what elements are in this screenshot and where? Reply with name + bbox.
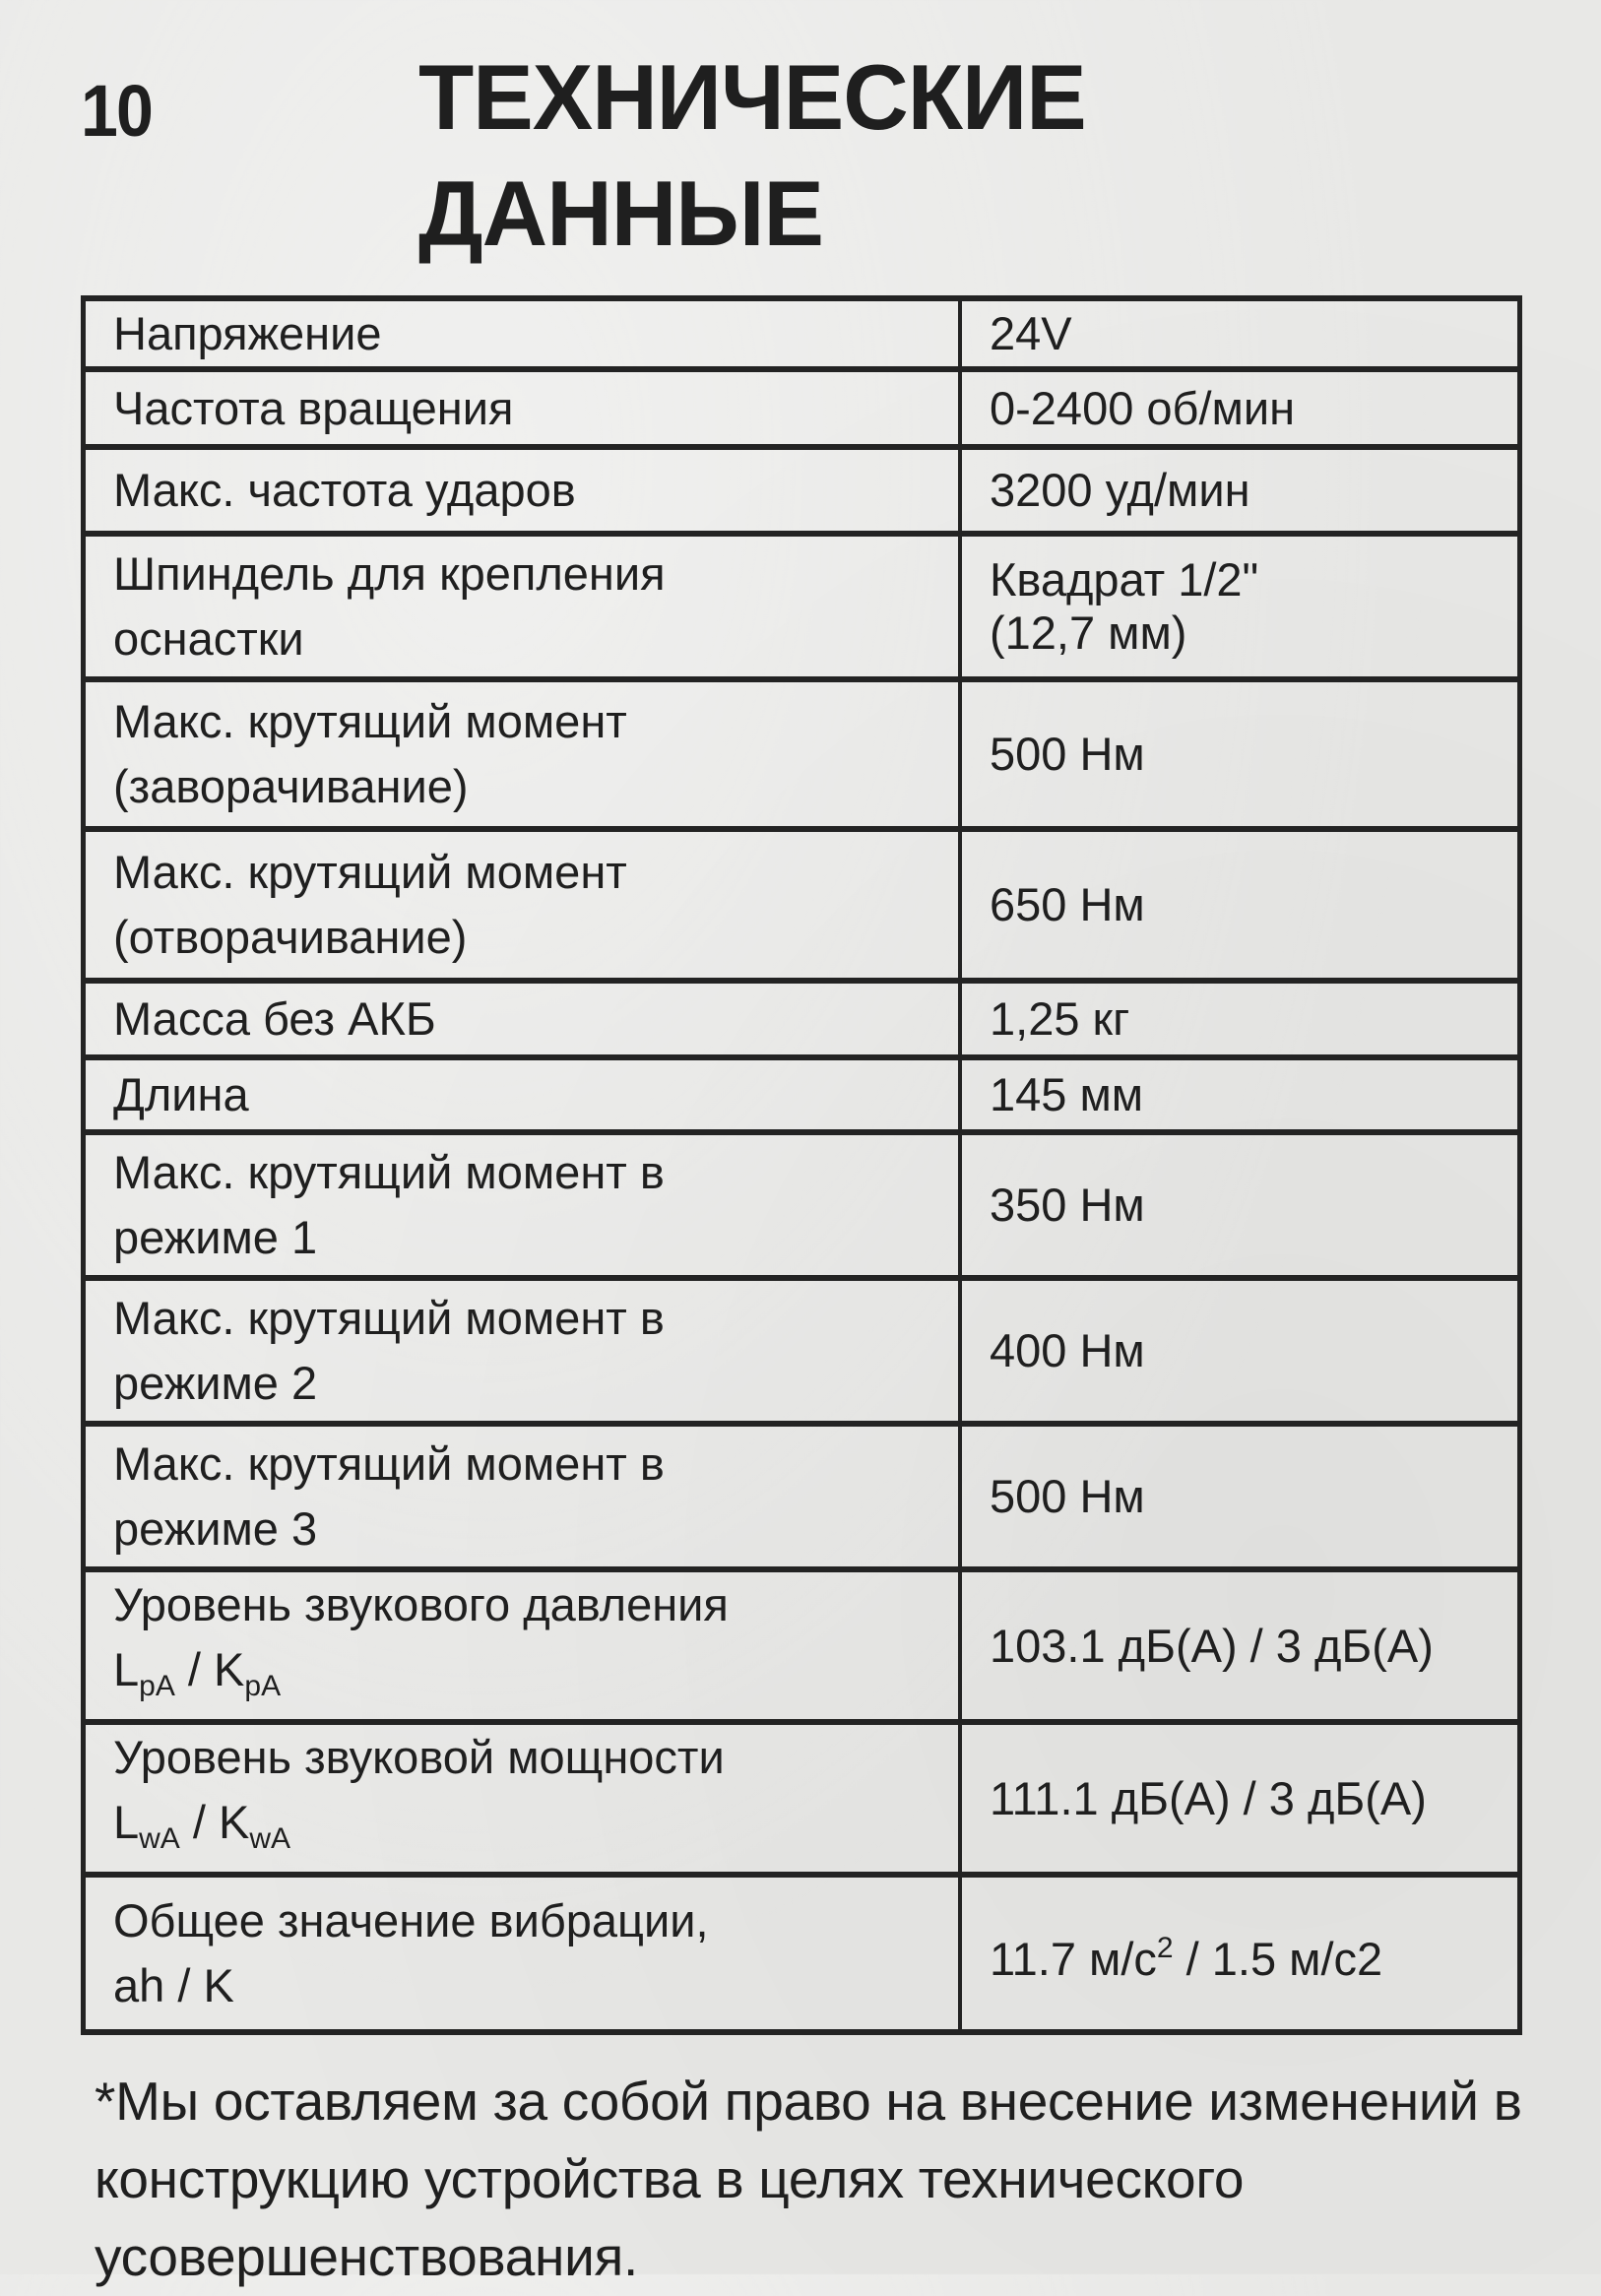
parameter-line-2: (заворачивание) [113, 760, 469, 812]
table-cell-parameter [84, 1424, 961, 1569]
table-cell-parameter [84, 1722, 961, 1875]
section-number: 10 [81, 70, 153, 152]
parameter-line-2: режиме 3 [113, 1502, 318, 1555]
value-main: 11.7 м/с [990, 1932, 1157, 1985]
symbol-l: L [113, 1796, 140, 1848]
table-cell-value: 350 Нм [960, 1132, 1520, 1278]
symbol-k: K [219, 1796, 250, 1848]
table-row-voltage [84, 298, 1520, 369]
table-cell-parameter [84, 829, 961, 981]
parameter-line-2: (отворачивание) [113, 911, 468, 963]
table-cell-value [960, 534, 1520, 679]
table-row-sound-pressure [84, 1569, 1520, 1722]
value-line-1: Квадрат 1/2" [990, 553, 1259, 606]
parameter-line-1: Макс. крутящий момент [113, 695, 627, 747]
table-cell-parameter [84, 1875, 961, 2032]
table-row-spindle [84, 534, 1520, 679]
table-cell-parameter [84, 534, 961, 679]
symbol-separator: / [179, 1796, 220, 1848]
table-row-impact-rate [84, 447, 1520, 534]
parameter-line-2: режиме 1 [113, 1211, 318, 1263]
table-cell-value: 24V [960, 298, 1520, 369]
table-cell-parameter: Длина [84, 1057, 961, 1132]
table-row-torque-mode-1 [84, 1132, 1520, 1278]
table-cell-value: 0-2400 об/мин [960, 369, 1520, 447]
page-title-line-2: ДАННЫЕ [418, 161, 823, 265]
parameter-line-2: режиме 2 [113, 1357, 318, 1409]
table-cell-value: 111.1 дБ(А) / 3 дБ(А) [960, 1722, 1520, 1875]
table-cell-parameter [84, 1569, 961, 1722]
parameter-line-1: Уровень звуковой мощности [113, 1731, 725, 1783]
parameter-line-1: Общее значение вибрации, [113, 1894, 709, 1946]
table-cell-parameter: Макс. частота ударов [84, 447, 961, 534]
symbol-separator: / [174, 1643, 215, 1695]
value-rest: / 1.5 м/с2 [1173, 1932, 1383, 1985]
symbol-k-subscript: pA [244, 1670, 282, 1702]
table-row-torque-loosening [84, 829, 1520, 981]
table-row-vibration [84, 1875, 1520, 2032]
table-row-length [84, 1057, 1520, 1132]
parameter-line-2: ah / K [113, 1959, 234, 2011]
technical-specifications-table [81, 295, 1522, 2035]
symbol-l: L [113, 1643, 140, 1695]
table-cell-parameter: Масса без АКБ [84, 981, 961, 1057]
table-cell-parameter [84, 1132, 961, 1278]
footnote-disclaimer: *Мы оставляем за собой право на внесение изменений в конструкцию устройства в целях технического усовершенствования. [95, 2071, 1522, 2287]
parameter-line-1: Макс. крутящий момент в [113, 1292, 665, 1344]
parameter-symbol [113, 1637, 934, 1719]
table-row-torque-tightening [84, 679, 1520, 829]
table-cell-value: 3200 уд/мин [960, 447, 1520, 534]
table-row-rotation-speed [84, 369, 1520, 447]
parameter-line-1: Шпиндель для крепления [113, 547, 666, 600]
table-row-torque-mode-3 [84, 1424, 1520, 1569]
value-superscript: 2 [1156, 1931, 1174, 1964]
table-cell-value: 400 Нм [960, 1278, 1520, 1424]
table-cell-parameter [84, 1278, 961, 1424]
table-cell-value: 500 Нм [960, 679, 1520, 829]
table-row-weight [84, 981, 1520, 1057]
table-row-sound-power [84, 1722, 1520, 1875]
parameter-symbol [113, 1790, 934, 1872]
parameter-line-1: Уровень звукового давления [113, 1578, 729, 1630]
table-cell-parameter [84, 679, 961, 829]
page-title-line-1: ТЕХНИЧЕСКИЕ [418, 45, 1086, 149]
parameter-line-1: Макс. крутящий момент в [113, 1146, 665, 1198]
table-cell-parameter: Напряжение [84, 298, 961, 369]
table-cell-parameter: Частота вращения [84, 369, 961, 447]
page-title [418, 39, 1086, 272]
symbol-l-subscript: wA [139, 1822, 180, 1855]
table-cell-value: 1,25 кг [960, 981, 1520, 1057]
table-cell-value: 500 Нм [960, 1424, 1520, 1569]
parameter-line-1: Макс. крутящий момент в [113, 1437, 665, 1490]
table-cell-value [960, 1875, 1520, 2032]
parameter-line-1: Макс. крутящий момент [113, 846, 627, 898]
symbol-l-subscript: pA [139, 1670, 175, 1702]
value-line-2: (12,7 мм) [990, 606, 1187, 659]
table-cell-value: 103.1 дБ(А) / 3 дБ(А) [960, 1569, 1520, 1722]
symbol-k-subscript: wA [249, 1822, 291, 1855]
symbol-k: K [214, 1643, 245, 1695]
table-cell-value: 650 Нм [960, 829, 1520, 981]
parameter-line-2: оснастки [113, 612, 304, 665]
table-cell-value: 145 мм [960, 1057, 1520, 1132]
table-row-torque-mode-2 [84, 1278, 1520, 1424]
